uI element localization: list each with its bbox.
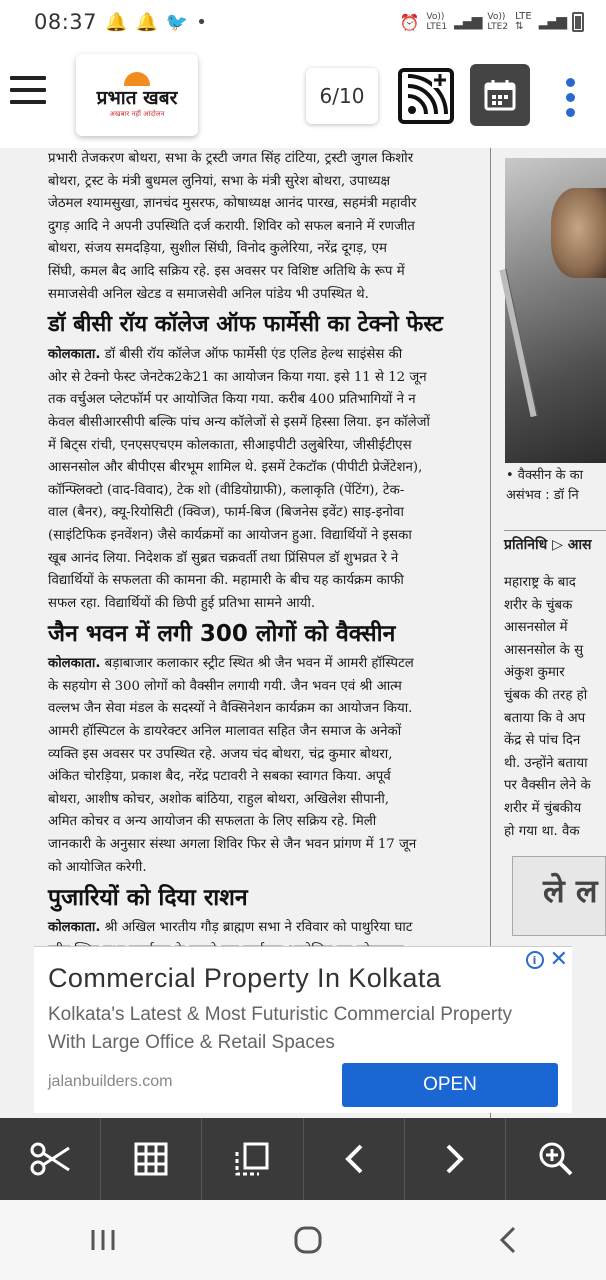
sim1-label: Vo)) LTE1 <box>426 12 448 32</box>
headline-priests-ration: पुजारियों को दिया राशन <box>48 885 248 912</box>
headline-techno-fest: डॉ बीसी रॉय कॉलेज ऑफ फार्मेसी का टेक्नो फेस्ट <box>48 312 443 338</box>
hamburger-menu-icon[interactable] <box>10 76 46 112</box>
intro-paragraph: प्रभारी तेजकरण बोथरा, सभा के ट्रस्टी जगत सिंह टांटिया, ट्रस्टी जुगल किशोर बोथरा, ट्रस्ट के मंत्री बुधमल लुनियां, सभा के मंत्री सुरेश बोथरा, उपाध्यक्ष जेठमल श्यामसुखा, ज्ञानचंद मुसरफ, कोषाध्यक्ष आनंद पारख, सहमंत्री महावीर दुगड़ आदि ने अपनी उपस्थिति दर्ज करायी. शिविर को सफल बनाने में रणजीत बोथरा, संजय समदड़िया, सुशील सिंघी, विनोद कुलेरिया, नरेंद्र दूगड़, एम सिंघी, कमल बैद आदि सक्रिय रहे. इस अवसर पर विशिष्ट अतिथि के रूप में समाजसेवी अनिल खेटड व समाजसेवी अनिल पांडेय भी उपस्थित थे. <box>48 151 417 302</box>
feed-add-icon[interactable] <box>398 68 454 124</box>
logo-name: प्रभात खबर <box>96 86 178 109</box>
photo-caption: • वैक्सीन के का असंभव : डॉ नि <box>506 468 584 503</box>
story-techno-fest: कोलकाता. डॉ बीसी रॉय कॉलेज ऑफ फार्मेसी एंड एलिड हेल्थ साइंसेस की ओर से टेक्नो फेस्ट जेनटेक2के21 का आयोजन किया गया. इसे 11 से 12 जून तक वर्चुअल प्लेटफॉर्म पर आयोजित किया गया. करीब 400 प्रतिभागियों ने न केवल बीसीआरसीपी बल्कि पांच अन्य कॉलेजों से इसमें हिस्सा लिया. इन कॉलेजों में बिट्स रांची, एनएसएचएम कोलकाता, सीआइपीटी उलुबेरिया, जीसीईटीएस आसनसोल और बीपीएस बीरभूम शामिल थे. इसमें टेकटॉक (पीपीटी प्रेजेंटेशन), कॉन्फ्लिक्टो (वाद-विवाद), टेक शो (वीडियोग्राफी), कलाकृति (पेंटिंग), टेक- वाल (बैनर), क्यू-रियोसिटी (क्विज), फार्म-बिज (बिजनेस इवेंट) साइ-इनोवा (साइंटिफिक इनवेंशन) जैसे कार्यक्रमों का आयोजन हुआ. विद्यार्थियों ने इसका खूब आनंद लिया. निदेशक डॉ सुब्रत चक्रवर्ती तथा प्रिंसिपल डॉ शुभव्रत रे ने विद्यार्थियों के सफलता की कामना की. महामारी के बीच यह कार्यक्रम काफी सफल रहा. विद्यार्थियों की छिपी हुई प्रतिभा सामने आयी. <box>48 347 430 611</box>
grid-view-tool[interactable] <box>101 1118 202 1200</box>
app-header <box>0 44 606 149</box>
signal-icon: ▂▄▆ <box>454 14 481 30</box>
signal-icon: ▂▄▆ <box>538 14 565 30</box>
side-headline-box: ले ल <box>512 856 606 936</box>
twitter-icon: 🐦 <box>165 11 189 33</box>
alarm-icon: 🔔 <box>135 11 158 33</box>
ad-close-icon[interactable]: ✕ <box>549 947 568 972</box>
more-options-icon[interactable] <box>566 78 575 123</box>
ad-info-icon[interactable]: i <box>526 951 544 969</box>
grid-icon <box>134 1142 168 1176</box>
home-icon[interactable] <box>293 1225 323 1255</box>
page-indicator[interactable]: 6/10 <box>306 68 378 124</box>
ad-description: Kolkata's Latest & Most Futuristic Commercial Property With Large Office & Retail Spaces <box>48 1004 512 1053</box>
news-photo <box>505 158 606 463</box>
calendar-icon[interactable] <box>470 64 530 126</box>
zoom-in-button[interactable] <box>506 1118 606 1200</box>
clip-tool[interactable] <box>0 1118 101 1200</box>
battery-icon <box>572 12 584 32</box>
page-select-icon <box>235 1142 269 1176</box>
next-page-button[interactable] <box>405 1118 506 1200</box>
dateline: कोलकाता. <box>48 347 101 363</box>
recent-apps-icon[interactable] <box>88 1227 118 1253</box>
zoom-in-icon <box>538 1141 574 1177</box>
logo-tagline: अखबार नहीं आंदोलन <box>109 109 165 118</box>
headline-jain-bhawan-vaccine: जैन भवन में लगी 300 लोगों को वैक्सीन <box>48 621 396 648</box>
dateline: कोलकाता. <box>48 920 101 936</box>
dateline: कोलकाता. <box>48 656 101 672</box>
system-navigation-bar <box>0 1200 606 1280</box>
side-story-text: महाराष्ट्र के बाद शरीर के चुंबक आसनसोल में आसनसोल के सु अंकुश कुमार चुंबक की तरह हो बताया कि वे अप केंद्र से पांच दिन थी. उन्होंने बताया पर वैक्सीन लेने के शरीर में चुंबकीय हो गया था. वैक <box>504 575 591 839</box>
status-bar <box>0 0 606 44</box>
ad-title[interactable]: Commercial Property In Kolkata <box>48 963 442 993</box>
reader-toolbar <box>0 1118 606 1200</box>
ad-banner[interactable] <box>34 946 572 1113</box>
ad-open-button[interactable]: OPEN <box>342 1063 558 1107</box>
ad-choices[interactable] <box>526 947 568 972</box>
network-type: LTE ⇅ <box>515 11 532 32</box>
chevron-left-icon <box>343 1143 365 1175</box>
alarm-clock-icon: ⏰ <box>399 12 420 32</box>
chevron-right-icon <box>444 1143 466 1175</box>
main-column <box>48 148 474 962</box>
dot-icon: • <box>196 11 207 33</box>
story-priests-ration: कोलकाता. श्री अखिल भारतीय गौड़ ब्राह्मण सभा ने रविवार को पाथुरिया घाट <box>48 920 413 936</box>
scissors-icon <box>29 1142 71 1176</box>
clock: 08:37 <box>34 10 98 34</box>
back-icon[interactable] <box>498 1225 518 1255</box>
ad-url[interactable]: jalanbuilders.com <box>48 1073 173 1090</box>
story-jain-bhawan: कोलकाता. बड़ाबाजार कलाकार स्ट्रीट स्थित श्री जैन भवन में आमरी हॉस्पिटल के सहयोग से 300 लोगों को वैक्सीन लगायी गयी. जैन भवन एवं श्री आत्म वल्लभ जैन सेवा मंडल के सदस्यों ने वैक्सिनेशन कार्यक्रम का आयोजन किया. आमरी हॉस्पिटल के डायरेक्टर अनिल मालावत सहित जैन समाज के अनेकों व्यक्ति इस अवसर पर उपस्थित रहे. अजय चंद बोथरा, चंद्र कुमार बोथरा, अंकित चोरड़िया, प्रकाश बैद, नरेंद्र पटावरी ने सबका स्वागत किया. अपूर्व बोथरा, आशीष कोचर, अशोक बांठिया, राहुल बोथरा, अखिलेश सीपानी, अमित कोचर व अन्य आयोजन की सफलता के लिए सक्रिय रहे. मिली जानकारी के अनुसार संस्था अगला शिविर फिर से जैन भवन प्रांगण में 17 जून को आयोजित करेगी. <box>48 656 417 875</box>
alarm-icon: 🔔 <box>105 11 128 33</box>
sim2-label: Vo)) LTE2 <box>487 12 509 32</box>
page-select-tool[interactable] <box>202 1118 303 1200</box>
side-byline: प्रतिनिधि ▷ आस <box>504 530 606 554</box>
previous-page-button[interactable] <box>304 1118 405 1200</box>
prabhat-khabar-logo[interactable] <box>76 54 198 136</box>
